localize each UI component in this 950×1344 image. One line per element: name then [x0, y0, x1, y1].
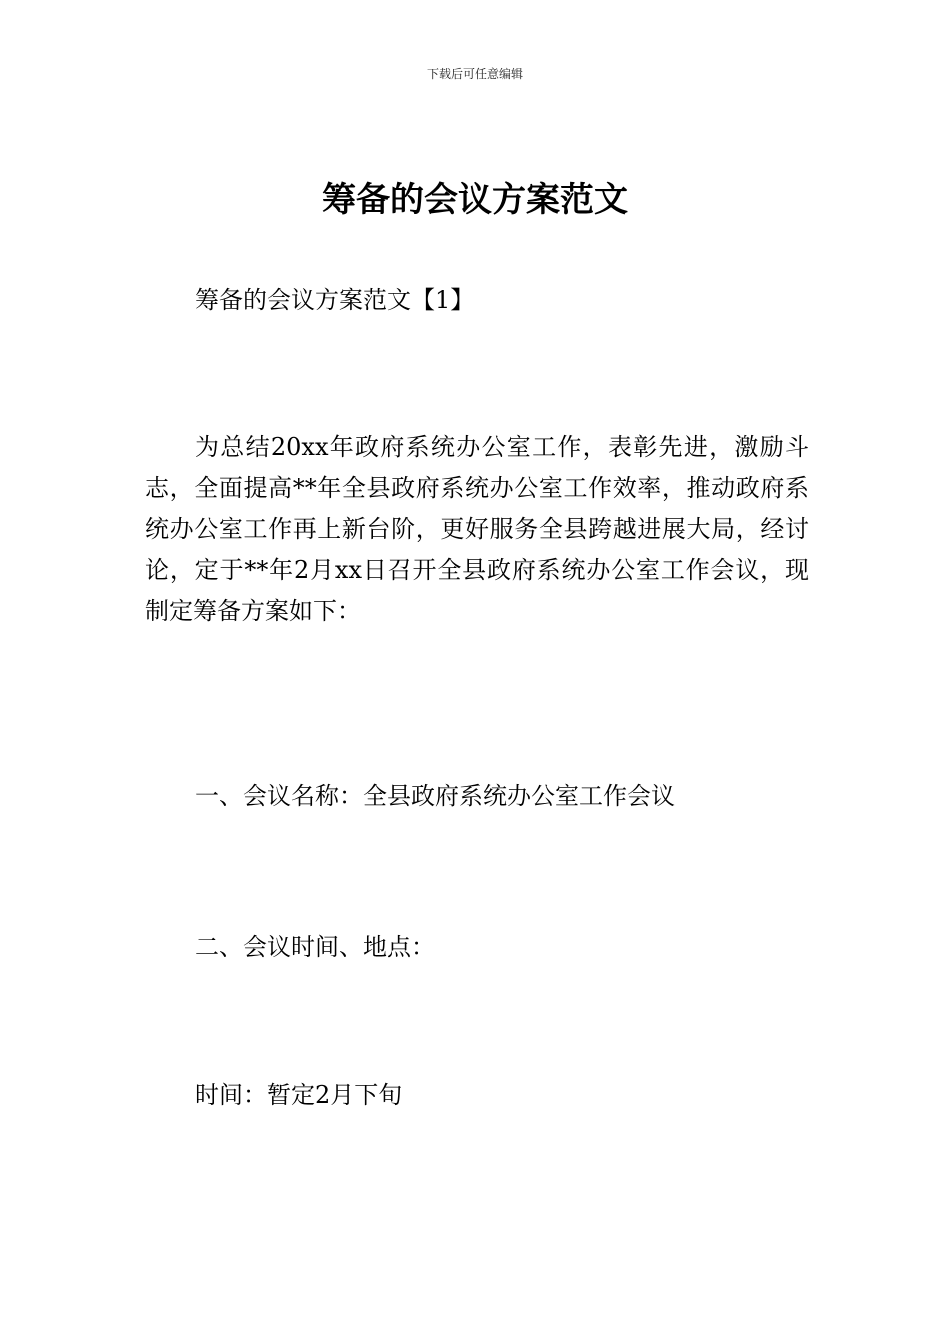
document-title: 筹备的会议方案范文: [322, 180, 628, 220]
section-meeting-name: 一、会议名称：全县政府系统办公室工作会议: [195, 782, 675, 810]
section-meeting-time-place: 二、会议时间、地点：: [195, 933, 435, 961]
page-header-note: 下载后可任意编辑: [426, 67, 523, 81]
document-subtitle: 筹备的会议方案范文【1】: [195, 286, 475, 314]
intro-paragraph: 为总结20xx年政府系统办公室工作，表彰先进，激励斗志，全面提高**年全县政府系统办公室工作效率，推动政府系统办公室工作再上新台阶，更好服务全县跨越进展大局，经讨论，定于**年2月xx日召开全县政府系统办公室工作会议，现制定筹备方案如下：: [145, 433, 809, 625]
meeting-time-line: 时间：暂定2月下旬: [195, 1081, 403, 1109]
